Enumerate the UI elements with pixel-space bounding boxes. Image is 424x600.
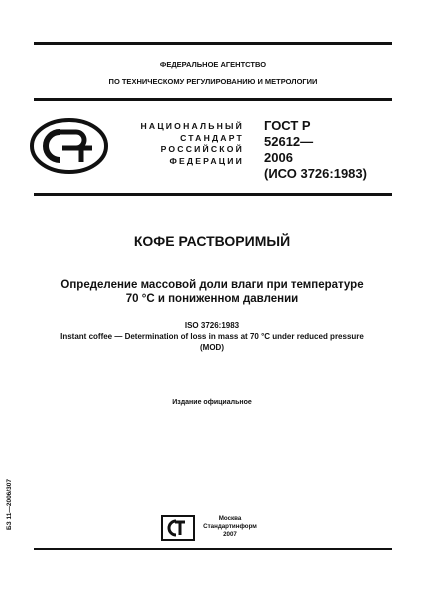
publisher-block: [200, 515, 260, 539]
gost-line-3: 2006: [264, 150, 293, 165]
document-subtitle-line-2: 70 °С и пониженном давлении: [125, 293, 299, 305]
document-title: КОФЕ РАСТВОРИМЫЙ: [133, 233, 291, 249]
publisher-year: 2007: [223, 531, 237, 538]
edition-label: Издание официальное: [172, 399, 252, 406]
upper-rule: [34, 98, 392, 101]
gost-r-logo-icon: [30, 118, 108, 174]
iso-code: ISO 3726:1983: [184, 321, 240, 330]
iso-english-title-line-2: (MOD): [200, 343, 224, 352]
national-standard-label: [128, 121, 244, 167]
agency-line-1: ФЕДЕРАЛЬНОЕ АГЕНТСТВО: [159, 60, 267, 69]
gost-line-2: 52612—: [264, 134, 314, 149]
document-subtitle-line-1: Определение массовой доли влаги при температуре: [60, 279, 364, 291]
gost-line-1: ГОСТ Р: [264, 118, 311, 133]
national-line-2: СТАНДАРТ: [180, 132, 244, 143]
national-line-4: ФЕДЕРАЦИИ: [169, 155, 244, 166]
middle-rule: [34, 193, 392, 196]
spine-code: БЗ 11—2006/307: [6, 479, 13, 530]
publisher-name: Стандартинформ: [203, 523, 257, 530]
top-rule: [34, 42, 392, 45]
agency-line-2: ПО ТЕХНИЧЕСКОМУ РЕГУЛИРОВАНИЮ И МЕТРОЛОГИИ: [108, 77, 318, 86]
national-line-3: РОССИЙСКОЙ: [160, 144, 244, 154]
bottom-rule: [34, 548, 392, 550]
standartinform-logo-icon: [161, 515, 195, 541]
national-line-1: НАЦИОНАЛЬНЫЙ: [140, 121, 244, 131]
publisher-city: Москва: [218, 515, 242, 522]
gost-line-4: (ИСО 3726:1983): [264, 166, 367, 181]
gost-designation: [264, 118, 367, 182]
iso-english-title-line-1: Instant coffee — Determination of loss in mass at 70 °C under reduced pressure: [60, 332, 364, 341]
